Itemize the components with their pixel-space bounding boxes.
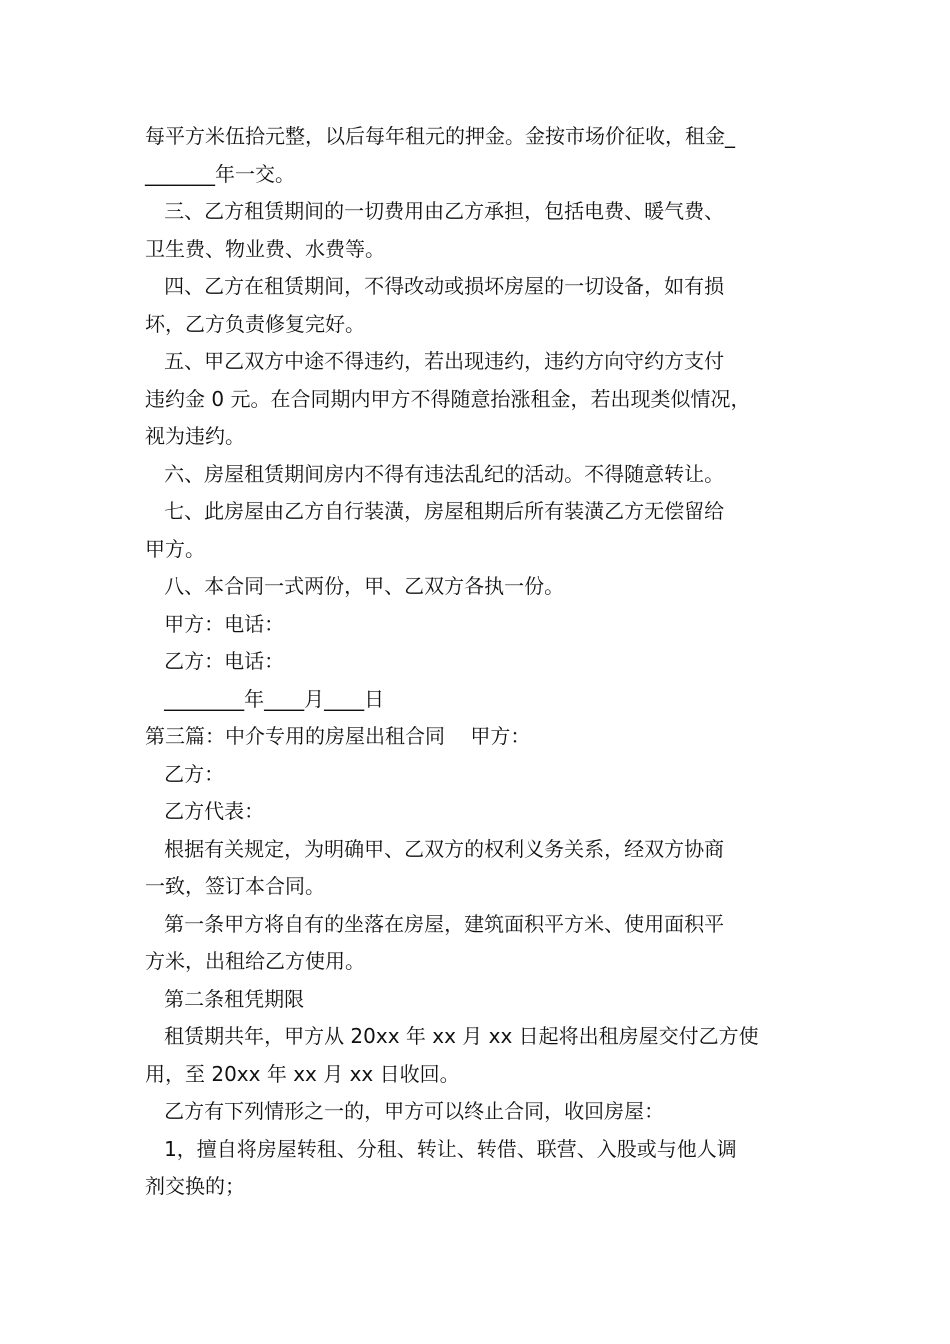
section-heading: 第三篇：中介专用的房屋出租合同 甲方：	[145, 724, 531, 748]
text-line: 七、此房屋由乙方自行装潢，房屋租期后所有装潢乙方无偿留给	[145, 499, 725, 523]
text-line: 甲方：电话：	[145, 611, 285, 636]
signature-date-line: ________年____月____日	[145, 686, 385, 711]
text-line: 租赁期共年，甲方从 20xx 年 xx 月 xx 日起将出租房屋交付乙方使	[145, 1024, 759, 1048]
text-line: 三、乙方租赁期间的一切费用由乙方承担，包括电费、暖气费、	[145, 199, 725, 223]
text-line: 六、房屋租赁期间房内不得有违法乱纪的活动。不得随意转让。	[145, 461, 725, 486]
text-line: 卫生费、物业费、水费等。	[145, 236, 385, 261]
document-body	[145, 118, 820, 1206]
text-line: 用，至 20xx 年 xx 月 xx 日收回。	[145, 1061, 460, 1086]
text-line: 第二条租凭期限	[145, 986, 305, 1011]
text-line: 视为违约。	[145, 424, 245, 448]
text-line: 坏，乙方负责修复完好。	[145, 311, 365, 336]
text-line: _______年一交。	[145, 161, 295, 186]
text-line: 乙方有下列情形之一的，甲方可以终止合同，收回房屋：	[145, 1099, 665, 1123]
text-line: 乙方：电话：	[145, 649, 285, 673]
text-line: 根据有关规定，为明确甲、乙双方的权利义务关系，经双方协商	[145, 836, 725, 861]
text-line: 剂交换的；	[145, 1174, 245, 1198]
text-line: 五、甲乙双方中途不得违约，若出现违约，违约方向守约方支付	[145, 349, 725, 373]
text-line: 八、本合同一式两份，甲、乙双方各执一份。	[145, 574, 565, 598]
text-line: 四、乙方在租赁期间，不得改动或损坏房屋的一切设备，如有损	[145, 274, 725, 298]
text-line: 第一条甲方将自有的坐落在房屋，建筑面积平方米、使用面积平	[145, 911, 725, 936]
text-line: 方米，出租给乙方使用。	[145, 949, 365, 973]
text-line: 一致，签订本合同。	[145, 874, 325, 898]
text-line: 违约金 0 元。在合同期内甲方不得随意抬涨租金，若出现类似情况，	[145, 386, 751, 411]
text-line: 1，擅自将房屋转租、分租、转让、转借、联营、入股或与他人调	[145, 1136, 737, 1161]
text-line: 乙方：	[145, 761, 225, 786]
text-line: 乙方代表：	[145, 799, 265, 823]
text-line: 甲方。	[145, 536, 205, 561]
text-line: 每平方米伍拾元整，以后每年租元的押金。金按市场价征收，租金_	[145, 124, 735, 148]
